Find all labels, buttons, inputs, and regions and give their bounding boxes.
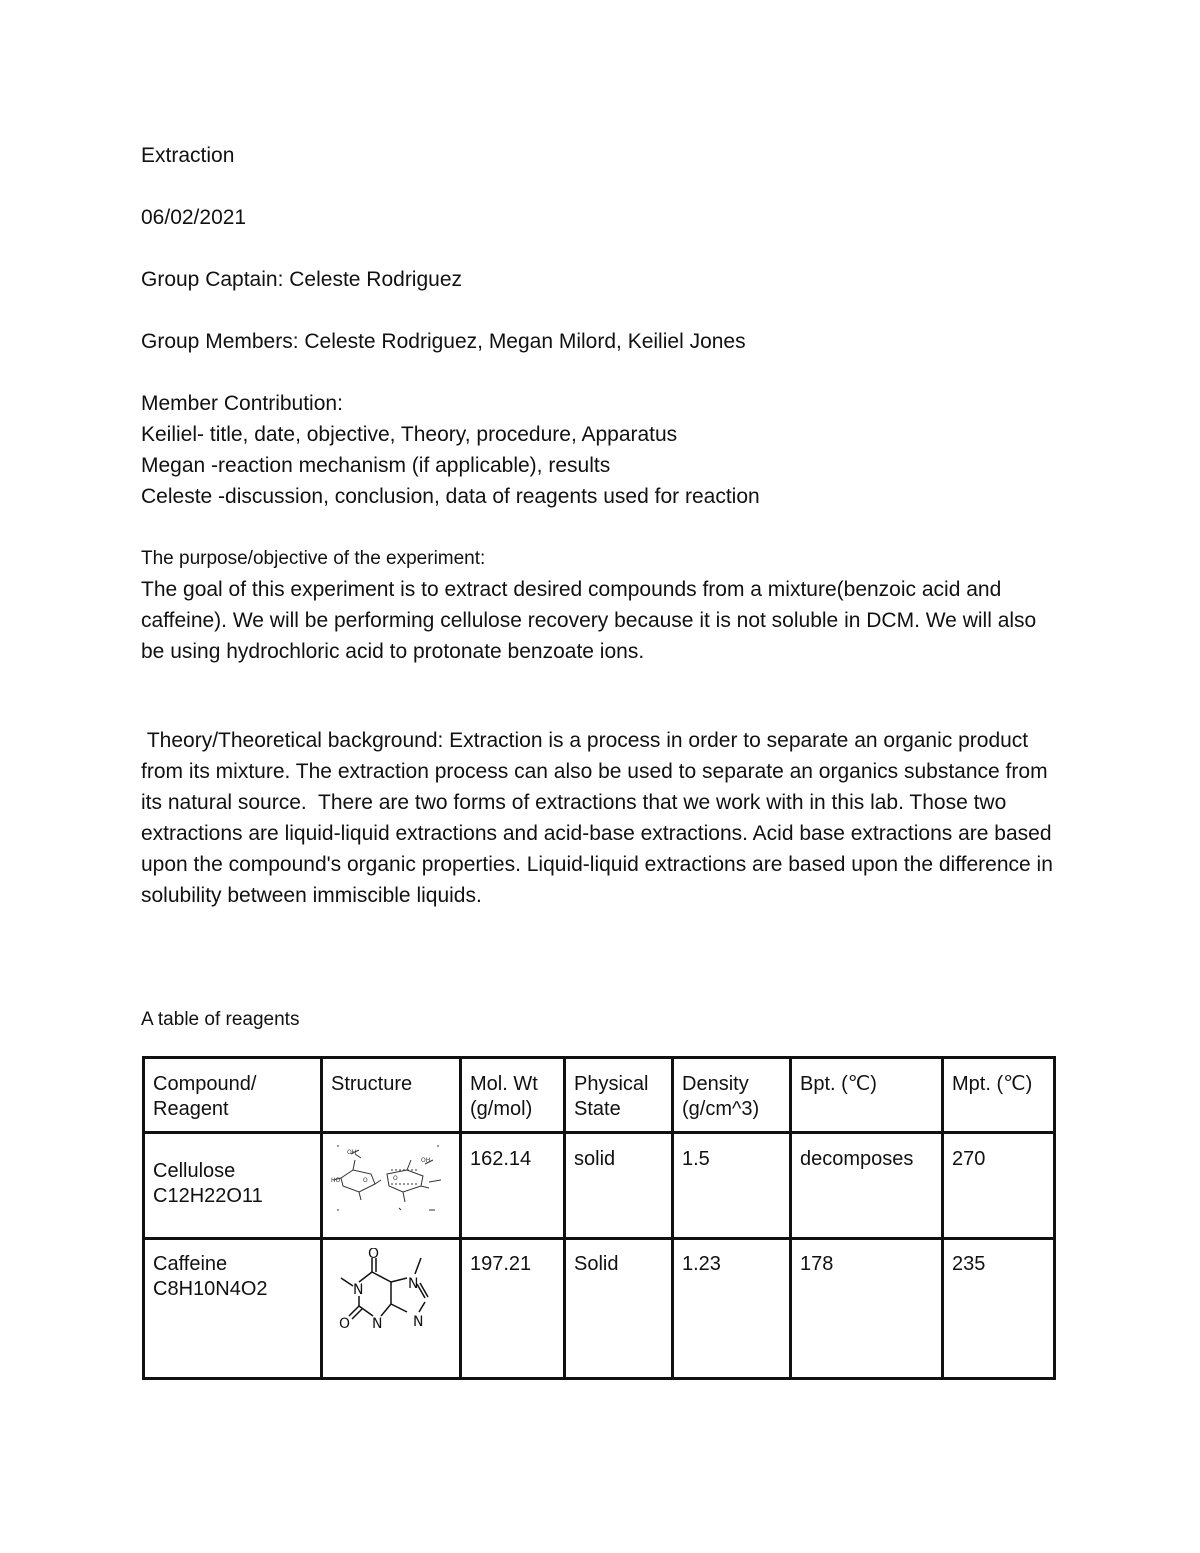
mol-wt-cell: 162.14: [461, 1133, 565, 1239]
header-density: Density (g/cm^3): [673, 1058, 791, 1133]
atom-label: O: [339, 1316, 351, 1332]
atom-label: N: [413, 1314, 424, 1330]
header-bpt: Bpt. (℃): [791, 1058, 943, 1133]
svg-text:O: O: [363, 1177, 368, 1184]
svg-text:OH: OH: [421, 1157, 431, 1164]
contribution-item: Keiliel- title, date, objective, Theory, procedure, Apparatus: [141, 423, 678, 446]
svg-text:HO: HO: [331, 1177, 341, 1184]
density-cell: 1.23: [673, 1239, 791, 1379]
objective-heading: The purpose/objective of the experiment:: [141, 548, 486, 569]
cellulose-structure-image: [329, 1140, 447, 1218]
contribution-item: Celeste -discussion, conclusion, data of reagents used for reaction: [141, 485, 760, 508]
table-caption: A table of reagents: [141, 1009, 300, 1030]
header-structure: Structure: [322, 1058, 461, 1133]
contribution-heading: Member Contribution:: [141, 392, 343, 415]
contribution-item: Megan -reaction mechanism (if applicable), results: [141, 454, 611, 477]
physical-state-cell: solid: [565, 1133, 673, 1239]
svg-text:O: O: [393, 1175, 398, 1182]
mpt-cell: 235: [943, 1239, 1055, 1379]
header-compound: Compound/ Reagent: [144, 1058, 322, 1133]
document-title: Extraction: [141, 144, 235, 167]
mol-wt-cell: 197.21: [461, 1239, 565, 1379]
physical-state-cell: Solid: [565, 1239, 673, 1379]
reagents-table: [142, 1056, 1056, 1380]
compound-formula: C8H10N4O2: [153, 1278, 268, 1300]
report-date: 06/02/2021: [141, 206, 247, 229]
atom-label: N: [353, 1282, 364, 1298]
svg-text:OH: OH: [347, 1149, 357, 1156]
atom-label: N: [408, 1276, 419, 1292]
table-header-row: [144, 1058, 1055, 1133]
atom-label: N: [372, 1316, 383, 1332]
group-captain: Group Captain: Celeste Rodriguez: [141, 268, 463, 291]
theory-text: Theory/Theoretical background: Extraction is a process in order to separate an organic product from its mixture. The extraction process can also be used to separate an organics substance from its natural source. There are two forms of extractions that we work with in this lab. Those two extractions are liquid-liquid extractions and acid-base extractions. Acid base extractions are based upon the compound's organic properties. Liquid-liquid extractions are based upon the difference in solubility between immiscible liquids.: [141, 729, 1059, 907]
compound-cell: [144, 1133, 322, 1239]
compound-formula: C12H22O11: [153, 1185, 263, 1207]
density-cell: 1.5: [673, 1133, 791, 1239]
table-row: [144, 1239, 1055, 1379]
bpt-cell: 178: [791, 1239, 943, 1379]
compound-cell: [144, 1239, 322, 1379]
compound-name: Caffeine: [153, 1253, 228, 1275]
atom-label: O: [368, 1248, 380, 1262]
bpt-cell: decomposes: [791, 1133, 943, 1239]
structure-cell: [322, 1133, 461, 1239]
compound-name: Cellulose: [153, 1160, 236, 1182]
mpt-cell: 270: [943, 1133, 1055, 1239]
header-mol-wt: Mol. Wt (g/mol): [461, 1058, 565, 1133]
group-members: Group Members: Celeste Rodriguez, Megan Milord, Keiliel Jones: [141, 330, 746, 353]
structure-cell: [322, 1239, 461, 1379]
objective-text: The goal of this experiment is to extract desired compounds from a mixture(benzoic acid and caffeine). We will be performing cellulose recovery because it is not soluble in DCM. We will also be using hydrochloric acid to protonate benzoate ions.: [141, 578, 1037, 663]
header-mpt: Mpt. (℃): [943, 1058, 1055, 1133]
header-physical-state: Physical State: [565, 1058, 673, 1133]
table-row: [144, 1133, 1055, 1239]
caffeine-structure-image: [329, 1248, 449, 1348]
